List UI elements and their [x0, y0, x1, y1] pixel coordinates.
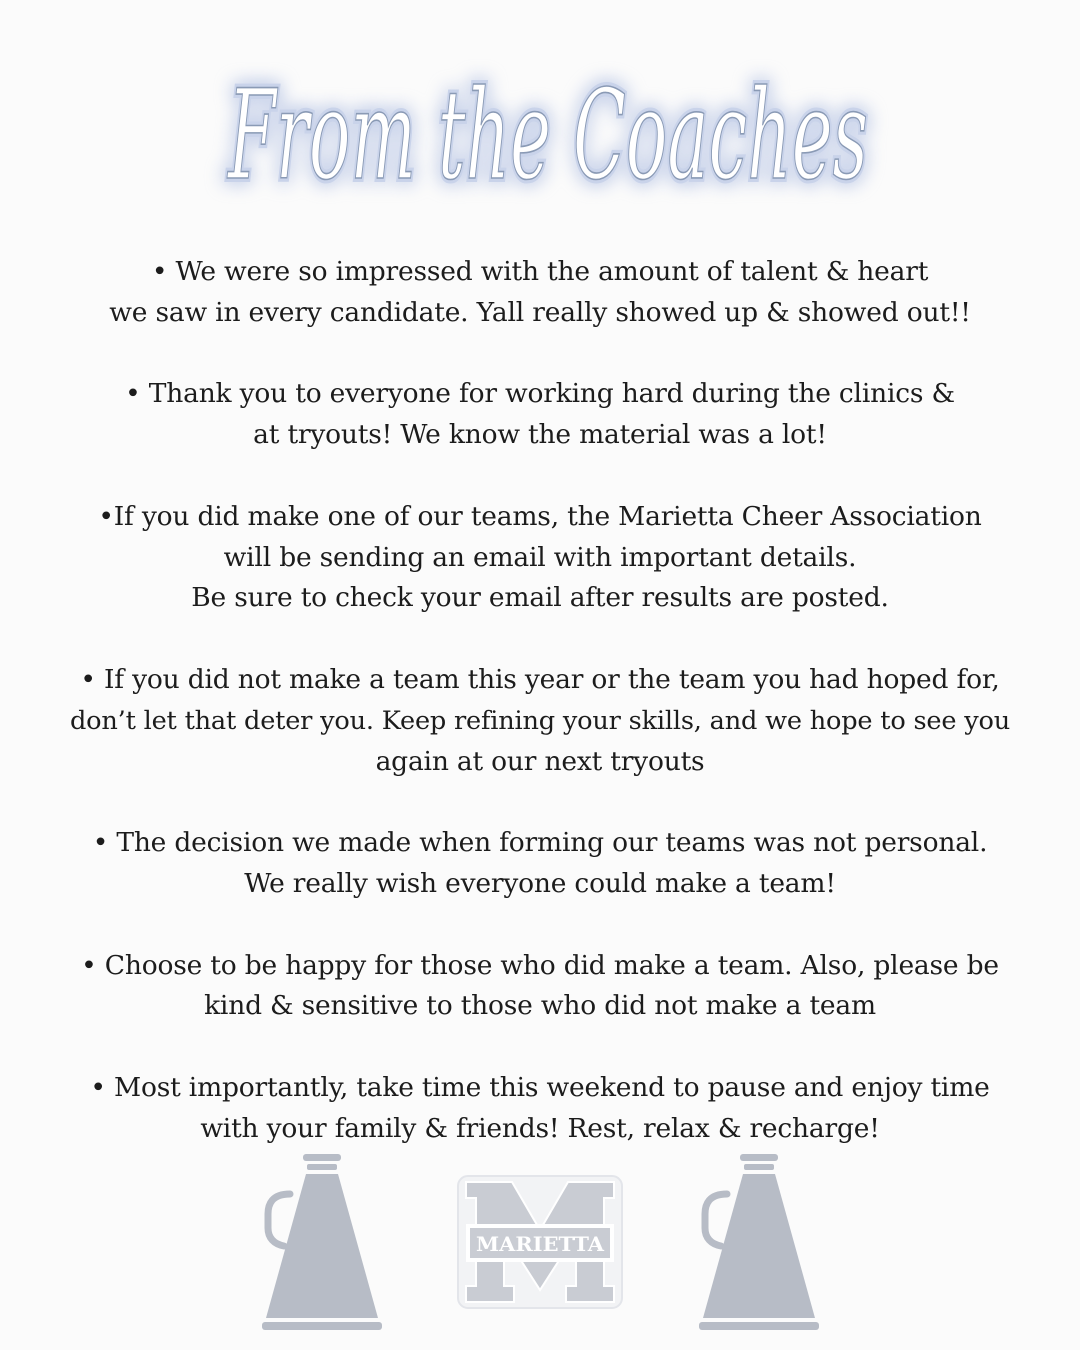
paragraph-line: • If you did not make a team this year or the team you had hoped for, [80, 663, 1000, 695]
paragraph-4 [0, 660, 1080, 782]
paragraph-line: don’t let that deter you. Keep refining your skills, and we hope to see you [69, 705, 1011, 736]
paragraph-line: • Most importantly, take time this weekend to pause and enjoy time [90, 1071, 990, 1103]
title-graphic [0, 28, 1080, 238]
paragraph-6 [0, 946, 1080, 1028]
title-glow: From the Coaches [226, 64, 868, 208]
paragraph-7 [0, 1068, 1080, 1150]
page-title [0, 28, 1080, 238]
paragraph-line: at tryouts! We know the material was a lot! [253, 419, 827, 451]
paragraph-line: again at our next tryouts [375, 745, 705, 777]
paragraph-5 [0, 823, 1080, 905]
paragraph-line: • Choose to be happy for those who did make a team. Also, please be [81, 949, 999, 981]
paragraph-line: will be sending an email with important details. [223, 541, 857, 573]
paragraph-line: Be sure to check your email after results are posted. [191, 582, 889, 614]
paragraph-3 [0, 497, 1080, 619]
paragraph-line: with your family & friends! Rest, relax & recharge! [200, 1112, 880, 1144]
paragraph-line: • The decision we made when forming our teams was not personal. [92, 827, 988, 859]
megaphone-icon [697, 1152, 821, 1334]
title-text: From the Coaches [226, 64, 868, 208]
paragraph-line: • Thank you to everyone for working hard during the clinics & [125, 378, 955, 410]
paragraph-2 [0, 374, 1080, 456]
paragraph-line: kind & sensitive to those who did not make a team [204, 990, 876, 1022]
paragraph-line: We really wish everyone could make a team! [244, 867, 836, 899]
logo-banner-text: MARIETTA [476, 1232, 605, 1256]
footer-icons [0, 1148, 1080, 1338]
marietta-m-logo [456, 1174, 624, 1310]
megaphone-icon [260, 1152, 384, 1334]
paragraph-1 [0, 252, 1080, 334]
paragraph-line: • We were so impressed with the amount of talent & heart [151, 256, 929, 287]
paragraph-line: we saw in every candidate. Yall really showed up & showed out!! [109, 296, 971, 328]
paragraph-line: •If you did make one of our teams, the Marietta Cheer Association [98, 500, 982, 532]
coaches-message [0, 252, 1080, 1190]
